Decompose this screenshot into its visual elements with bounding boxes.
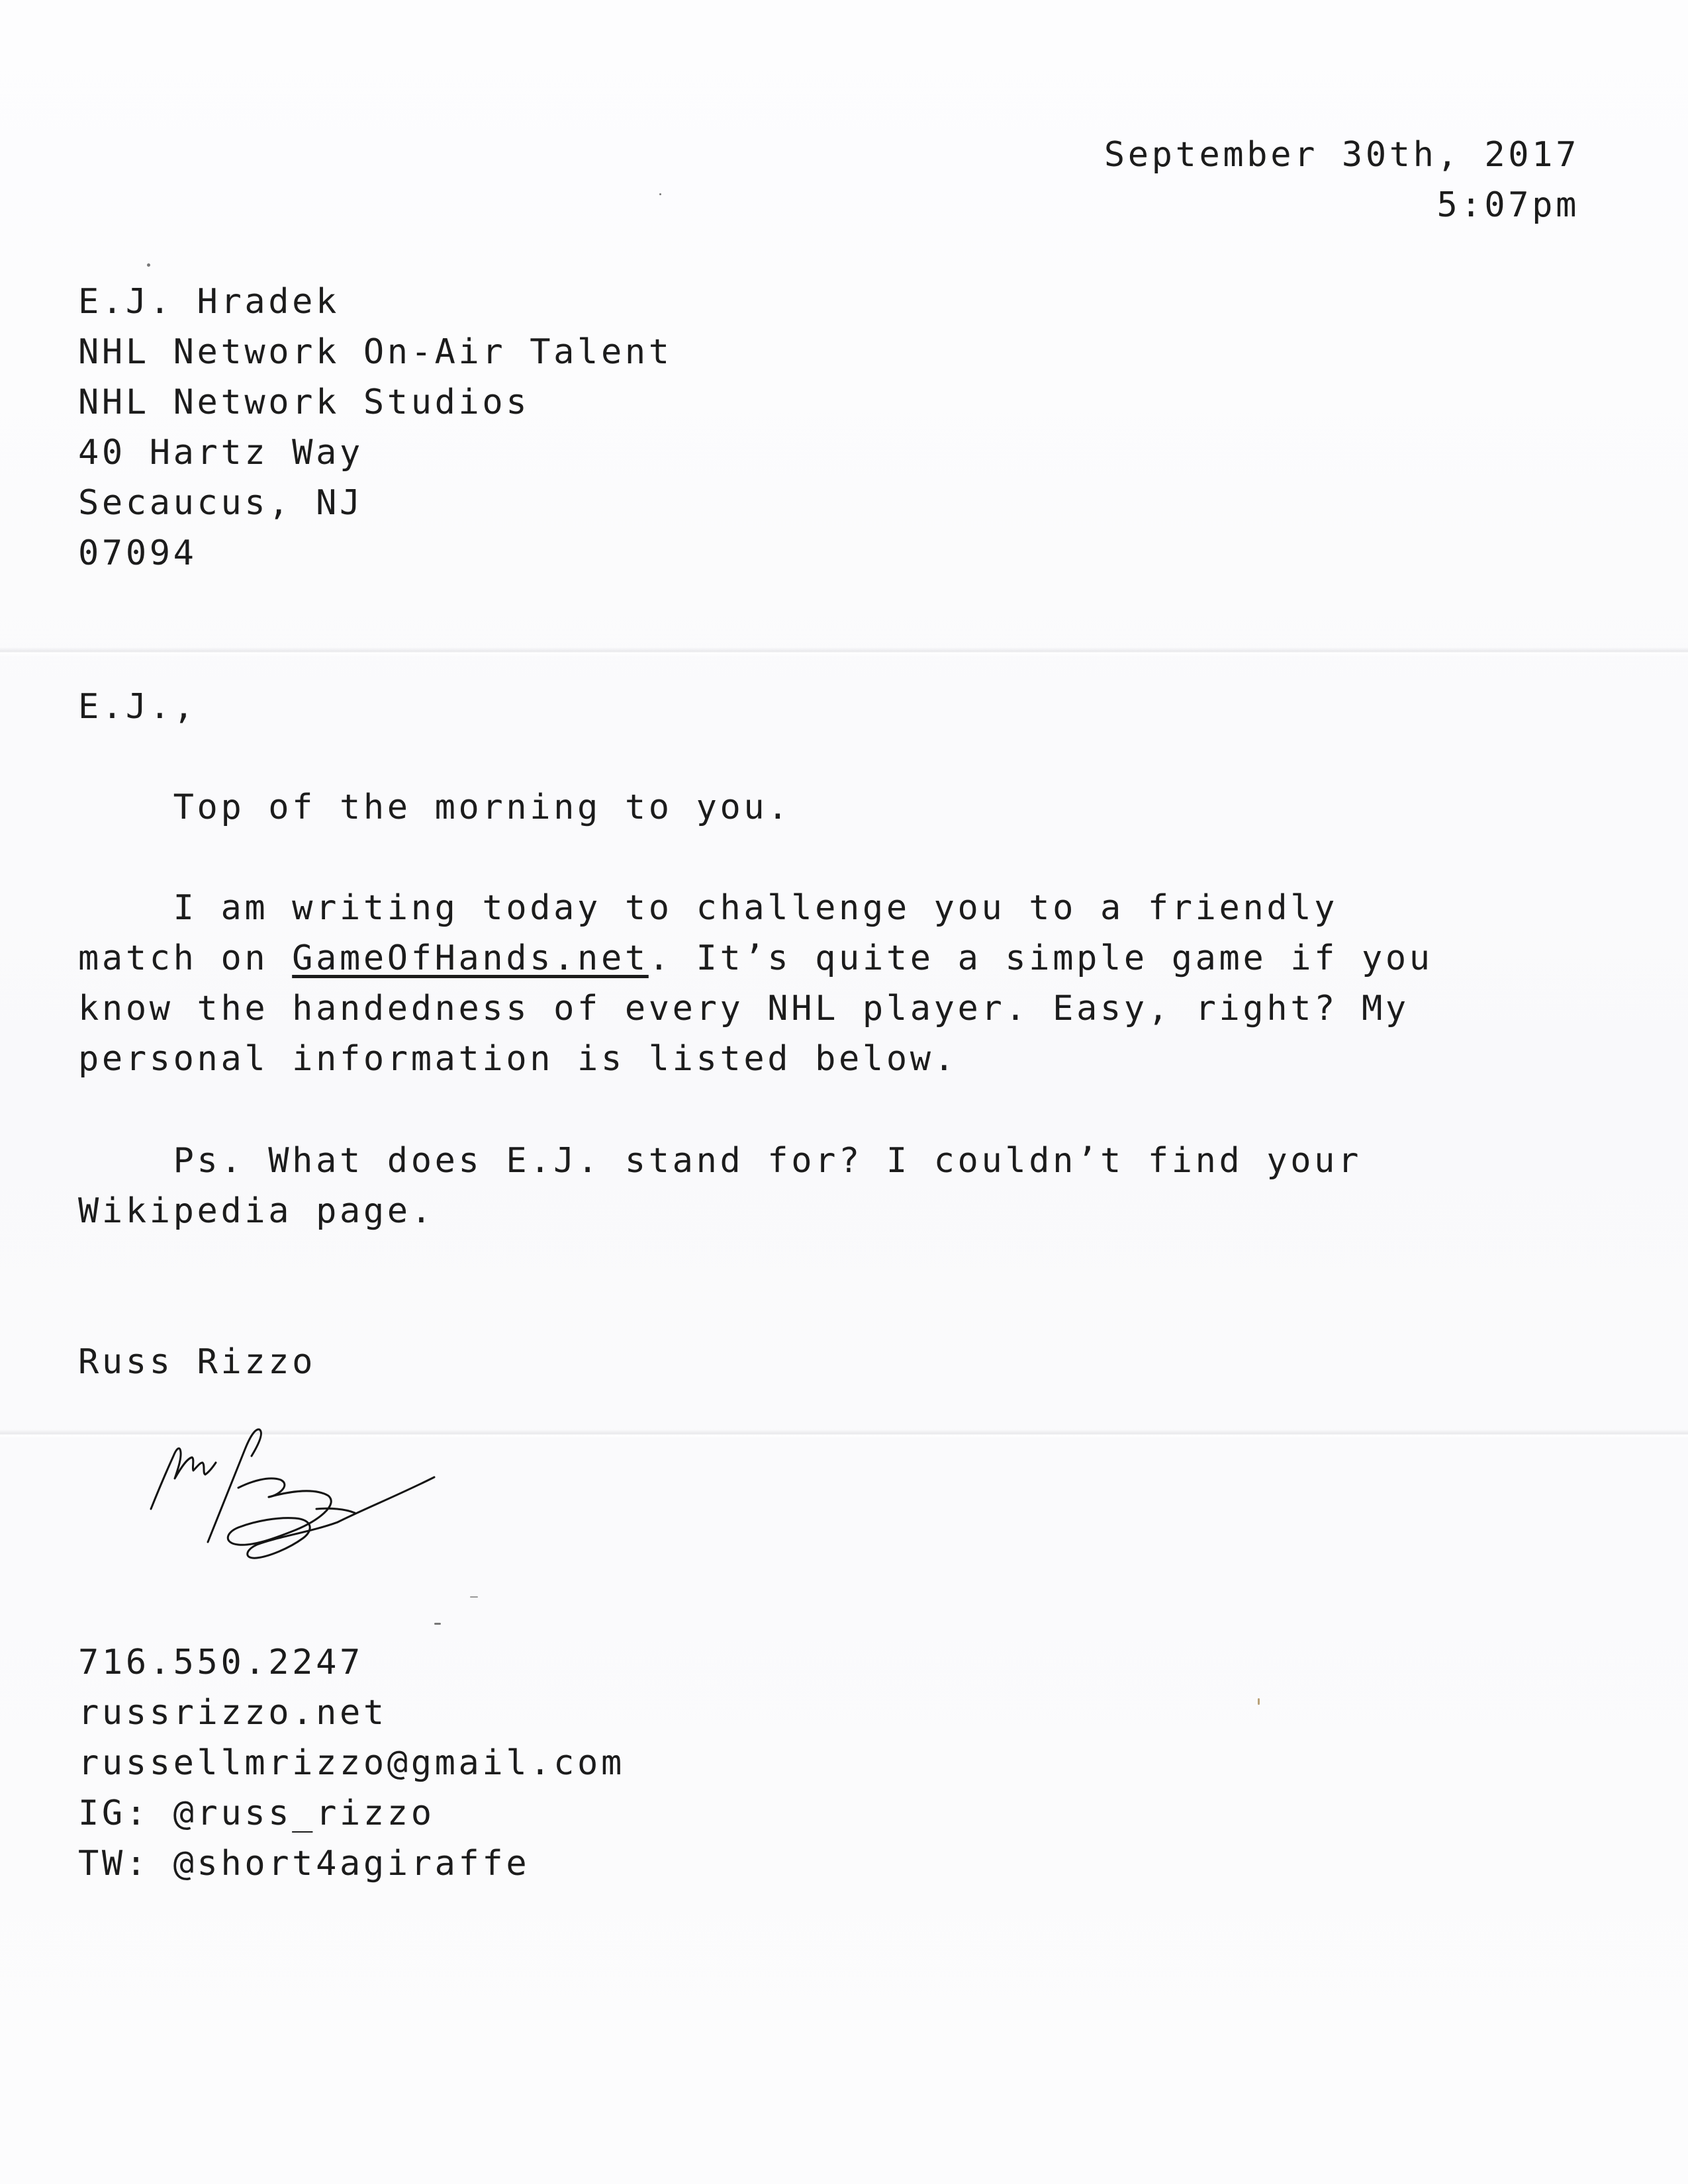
paper-fold-upper bbox=[0, 647, 1688, 657]
recipient-city-state: Secaucus, NJ bbox=[78, 483, 363, 523]
paper-speck bbox=[147, 263, 150, 267]
sender-contact-info bbox=[78, 1637, 625, 1889]
paper-speck bbox=[1258, 1698, 1260, 1705]
challenge-line-2-prefix: match on bbox=[78, 938, 293, 978]
challenge-line-3: know the handedness of every NHL player. Easy, right? My bbox=[78, 989, 1409, 1028]
paper-speck bbox=[434, 1623, 441, 1625]
contact-instagram: IG: @russ_rizzo bbox=[78, 1794, 435, 1833]
contact-phone: 716.550.2247 bbox=[78, 1643, 363, 1682]
contact-email: russellmrizzo@gmail.com bbox=[78, 1743, 625, 1783]
postscript-line-1: Ps. What does E.J. stand for? I couldn’t find your bbox=[173, 1141, 1362, 1181]
recipient-zip: 07094 bbox=[78, 533, 197, 573]
letter-date: September 30th, 2017 bbox=[1103, 135, 1579, 175]
postscript-line-2: Wikipedia page. bbox=[78, 1191, 435, 1231]
date-block bbox=[1104, 130, 1579, 230]
paper-speck bbox=[470, 1596, 478, 1598]
recipient-organization: NHL Network Studios bbox=[78, 383, 530, 422]
closing-name: Russ Rizzo bbox=[78, 1342, 316, 1382]
paragraph-greeting bbox=[78, 782, 1601, 833]
contact-website: russrizzo.net bbox=[78, 1693, 387, 1733]
recipient-title: NHL Network On-Air Talent bbox=[78, 332, 673, 372]
handwritten-signature bbox=[139, 1410, 444, 1582]
recipient-address bbox=[78, 277, 673, 578]
paper-speck bbox=[659, 193, 661, 195]
paragraph-challenge bbox=[78, 883, 1601, 1084]
challenge-line-2-suffix: . It’s quite a simple game if you bbox=[648, 938, 1433, 978]
game-of-hands-link[interactable]: GameOfHands.net bbox=[292, 938, 649, 978]
paragraph-postscript bbox=[78, 1136, 1601, 1236]
challenge-line-1: I am writing today to challenge you to a friendly bbox=[173, 888, 1338, 928]
letter-time: 5:07pm bbox=[1436, 185, 1579, 225]
contact-twitter: TW: @short4agiraffe bbox=[78, 1844, 530, 1884]
recipient-street: 40 Hartz Way bbox=[78, 433, 363, 473]
greeting-text: Top of the morning to you. bbox=[173, 788, 792, 827]
salutation: E.J., bbox=[78, 687, 197, 727]
challenge-line-4: personal information is listed below. bbox=[78, 1039, 958, 1079]
recipient-name: E.J. Hradek bbox=[78, 282, 340, 322]
